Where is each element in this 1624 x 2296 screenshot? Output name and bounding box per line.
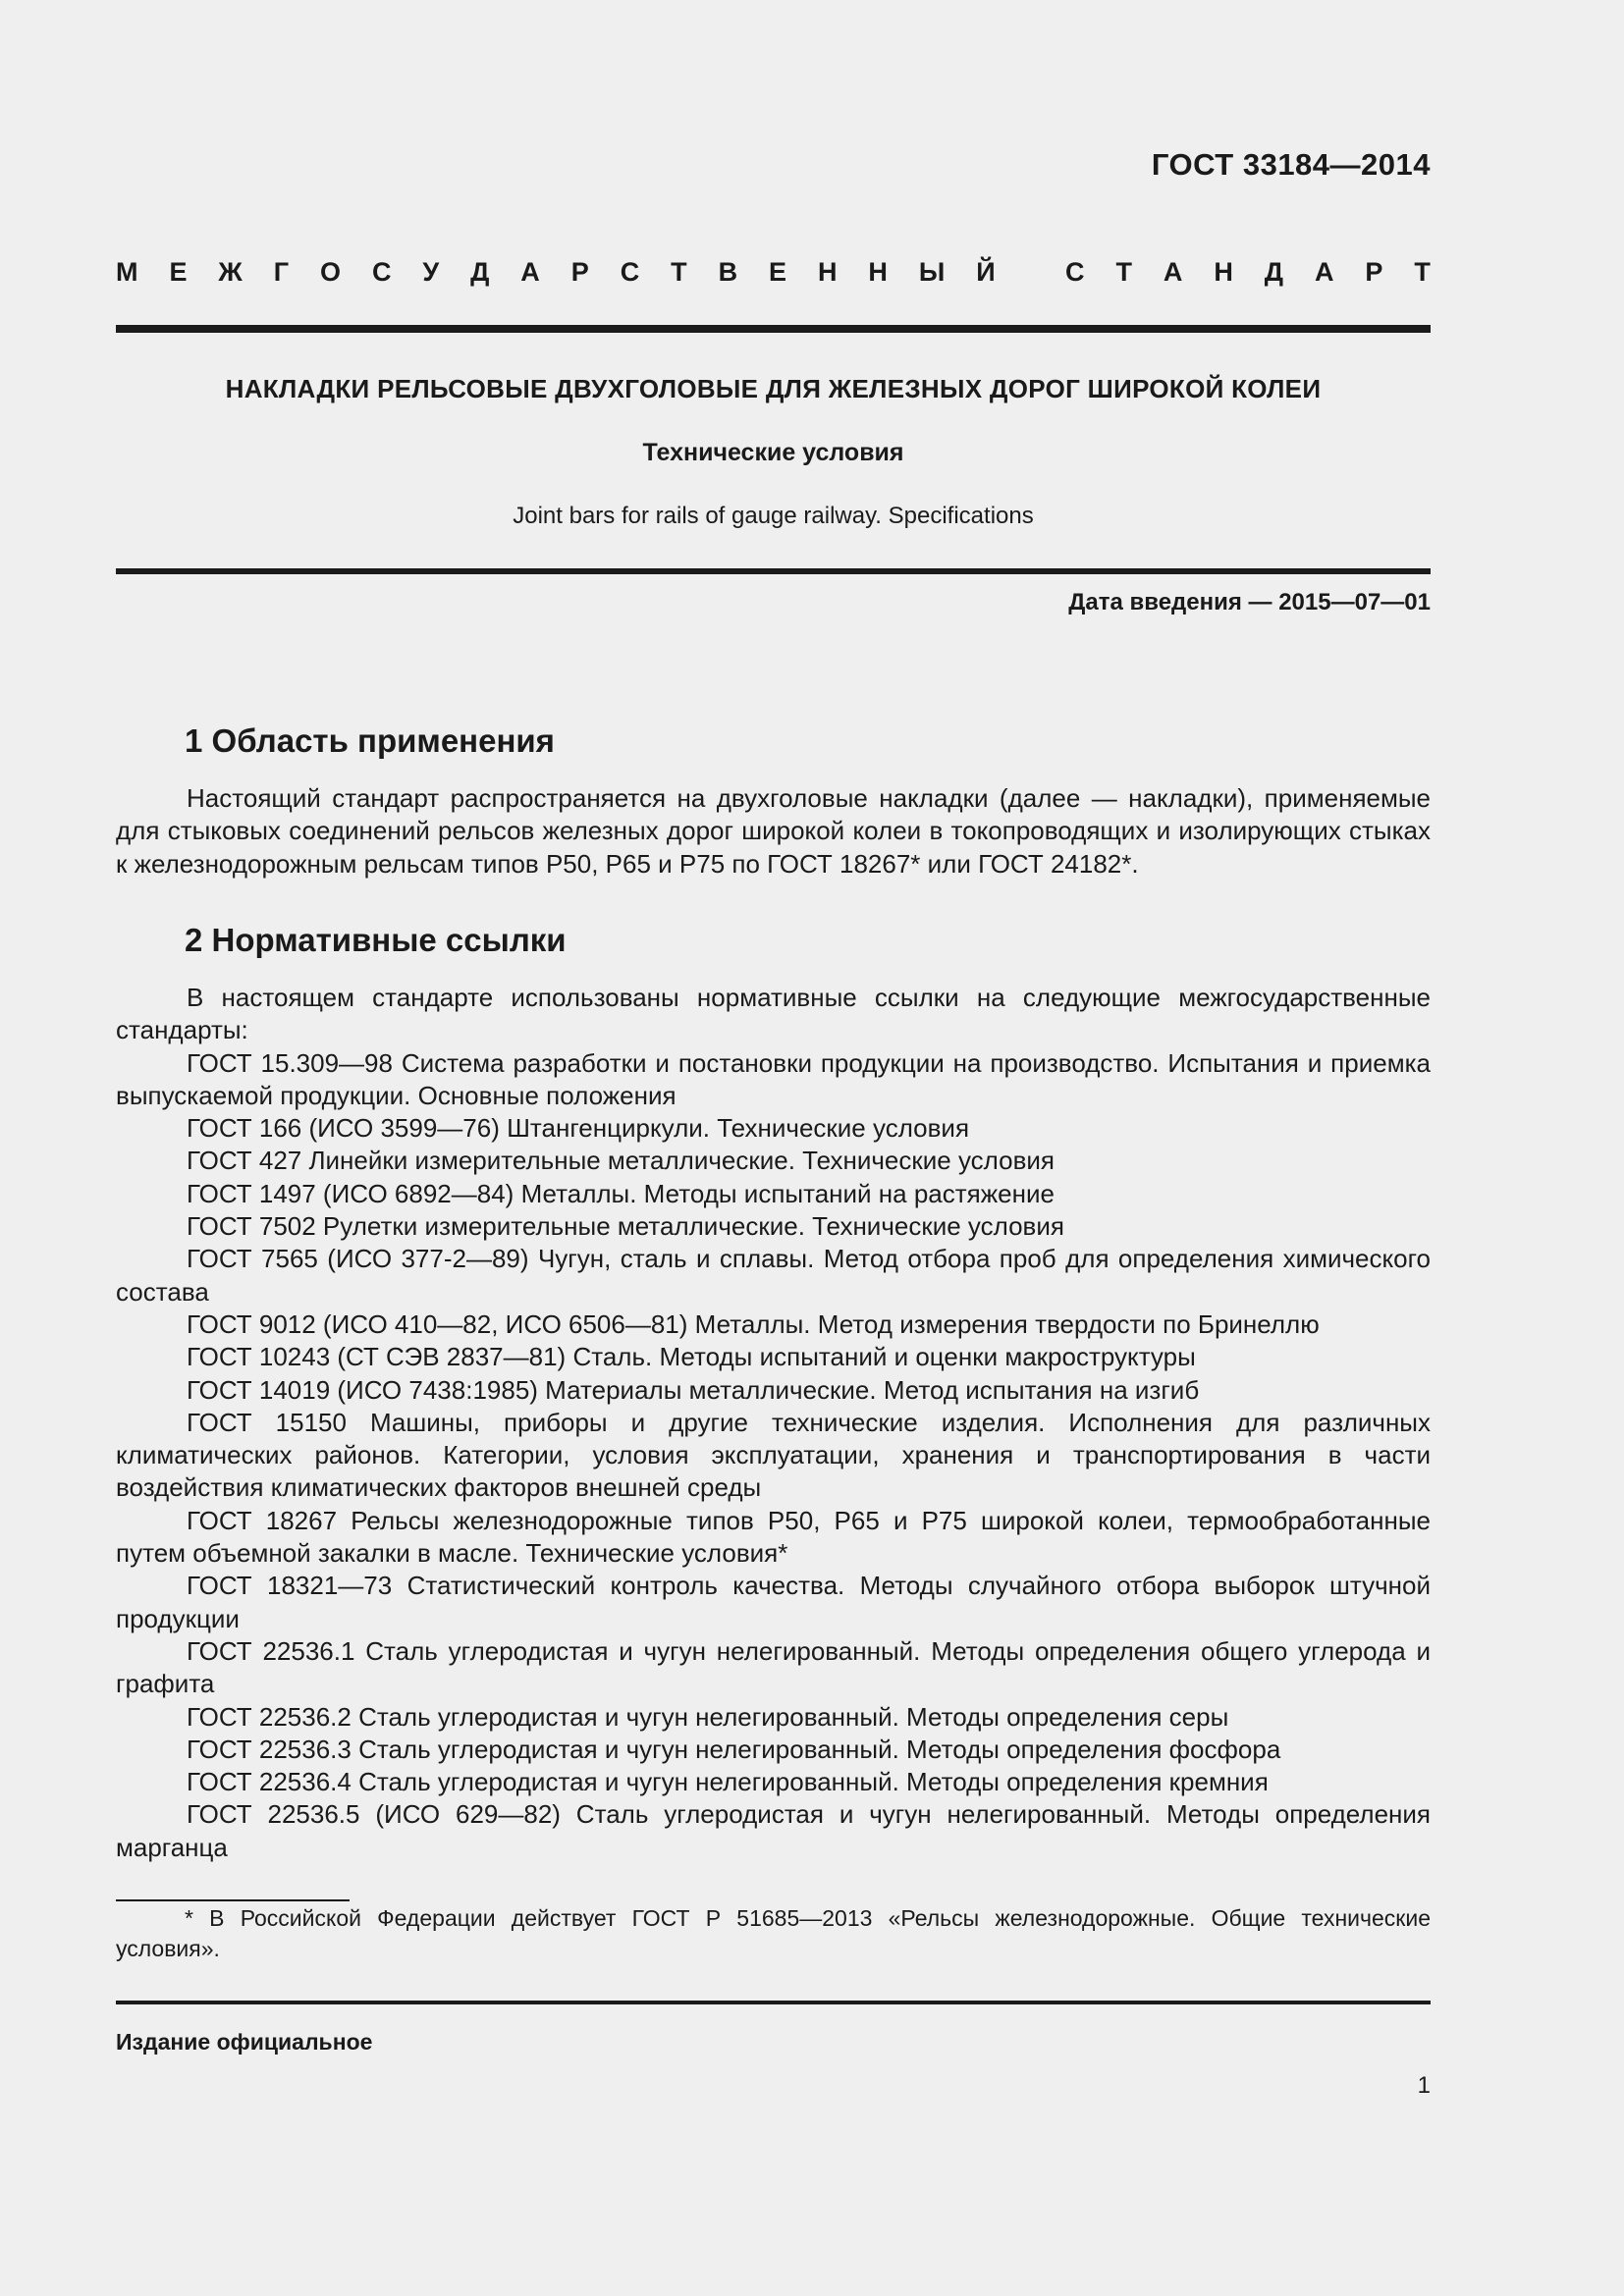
document-subtitle: Технические условия — [642, 439, 904, 466]
section-1-heading: 1 Область применения — [185, 722, 555, 759]
standard-type-letter: Д — [1264, 257, 1283, 287]
standard-type-letter: Н — [1214, 257, 1233, 287]
section-1-body — [116, 782, 1431, 881]
page-number: 1 — [1417, 2072, 1431, 2099]
reference-item: ГОСТ 166 (ИСО 3599—76) Штангенциркули. Технические условия — [187, 1113, 970, 1144]
section-2-body — [116, 982, 1431, 1864]
standard-type-letter: Д — [470, 257, 490, 287]
bottom-divider — [116, 2001, 1431, 2004]
footnote: * В Российской Федерации действует ГОСТ Р 51685—2013 «Рельсы железнодорожные. Общие технические условия». — [116, 1905, 1431, 1961]
standard-type-letter: О — [319, 257, 341, 287]
standard-type-letter: А — [1163, 257, 1183, 287]
standard-type-letter: Ж — [218, 257, 243, 287]
standard-type-letter: Р — [570, 257, 589, 287]
official-edition-label: Издание официальное — [116, 2029, 373, 2055]
reference-item: ГОСТ 15.309—98 Система разработки и постановки продукции на производство. Испытания и приемка выпускаемой продукции. Основные положения — [116, 1047, 1431, 1110]
standard-type-letter: С — [371, 257, 392, 287]
reference-item: ГОСТ 7565 (ИСО 377-2—89) Чугун, сталь и сплавы. Метод отбора проб для определения химического состава — [116, 1244, 1431, 1307]
standard-type-letter: Г — [273, 257, 290, 287]
standard-type-letter: Ы — [918, 257, 946, 287]
title-divider — [116, 568, 1431, 574]
standard-type-heading — [116, 257, 1431, 288]
reference-item: ГОСТ 10243 (СТ СЭВ 2837—81) Сталь. Методы испытаний и оценки макроструктуры — [187, 1342, 1196, 1372]
footnote-separator — [116, 1899, 350, 1901]
reference-item: ГОСТ 22536.1 Сталь углеродистая и чугун нелегированный. Методы определения общего углерода и графита — [116, 1635, 1431, 1699]
standard-type-letter: Т — [1115, 257, 1132, 287]
standard-type-letter: У — [422, 257, 440, 287]
section-1-paragraph: Настоящий стандарт распространяется на двухголовые накладки (далее — накладки), применяемые для стыковых соединений рельсов железных дорог широкой колеи в токопроводящих и изолирующих стыках к железнодорожным рельсам типов Р50, Р65 и Р75 по ГОСТ 18267* или ГОСТ 24182*. — [116, 783, 1431, 879]
reference-paragraph: В настоящем стандарте использованы нормативные ссылки на следующие межгосударственные стандарты: — [116, 983, 1431, 1045]
reference-item: ГОСТ 18267 Рельсы железнодорожные типов Р50, Р65 и Р75 широкой колеи, термообработанные путем объемной закалки в масле. Технические условия* — [116, 1505, 1431, 1569]
section-2-heading: 2 Нормативные ссылки — [185, 922, 567, 958]
reference-item: ГОСТ 9012 (ИСО 410—82, ИСО 6506—81) Металлы. Метод измерения твердости по Бринеллю — [187, 1308, 1320, 1339]
standard-type-letter: М — [116, 257, 138, 287]
document-number: ГОСТ 33184—2014 — [1151, 147, 1431, 182]
reference-item: ГОСТ 22536.3 Сталь углеродистая и чугун нелегированный. Методы определения фосфора — [187, 1734, 1281, 1764]
standard-type-letter: Н — [868, 257, 888, 287]
reference-item: ГОСТ 22536.5 (ИСО 629—82) Сталь углеродистая и чугун нелегированный. Методы определения марганца — [116, 1799, 1431, 1862]
standard-type-letter: Н — [817, 257, 838, 287]
document-title: НАКЛАДКИ РЕЛЬСОВЫЕ ДВУХГОЛОВЫЕ ДЛЯ ЖЕЛЕЗНЫХ ДОРОГ ШИРОКОЙ КОЛЕИ — [225, 374, 1322, 403]
standard-type-letter: Е — [769, 257, 787, 287]
standard-type-letter: А — [1314, 257, 1334, 287]
standard-type-space — [1027, 257, 1035, 288]
reference-item: ГОСТ 22536.2 Сталь углеродистая и чугун нелегированный. Методы определения серы — [187, 1701, 1229, 1732]
standard-type-letter: Т — [1414, 257, 1431, 287]
standard-type-letter: Р — [1365, 257, 1383, 287]
standard-type-letter: А — [520, 257, 540, 287]
standard-type-letter: С — [1065, 257, 1085, 287]
reference-item: ГОСТ 7502 Рулетки измерительные металлические. Технические условия — [187, 1211, 1064, 1242]
reference-item: ГОСТ 18321—73 Статистический контроль качества. Методы случайного отбора выборок штучной продукции — [116, 1571, 1431, 1633]
reference-item: ГОСТ 14019 (ИСО 7438:1985) Материалы металлические. Метод испытания на изгиб — [187, 1374, 1200, 1405]
introduction-date: Дата введения — 2015—07—01 — [1068, 589, 1431, 615]
standard-type-letter: Т — [671, 257, 687, 287]
reference-item: ГОСТ 22536.4 Сталь углеродистая и чугун нелегированный. Методы определения кремния — [187, 1767, 1269, 1797]
reference-item: ГОСТ 15150 Машины, приборы и другие технические изделия. Исполнения для различных климатических районов. Категории, условия эксплуатации, хранения и транспортирования в части воздействия климатических факторов внешней среды — [116, 1407, 1431, 1503]
standard-type-letter: Е — [169, 257, 188, 287]
reference-item: ГОСТ 1497 (ИСО 6892—84) Металлы. Методы испытаний на растяжение — [187, 1178, 1055, 1208]
standard-type-letter: С — [620, 257, 640, 287]
document-title-english: Joint bars for rails of gauge railway. Specifications — [513, 503, 1034, 529]
top-divider — [116, 325, 1431, 333]
reference-item: ГОСТ 427 Линейки измерительные металлические. Технические условия — [187, 1146, 1055, 1176]
standard-type-letter: В — [718, 257, 738, 287]
standard-type-letter: Й — [976, 257, 996, 287]
